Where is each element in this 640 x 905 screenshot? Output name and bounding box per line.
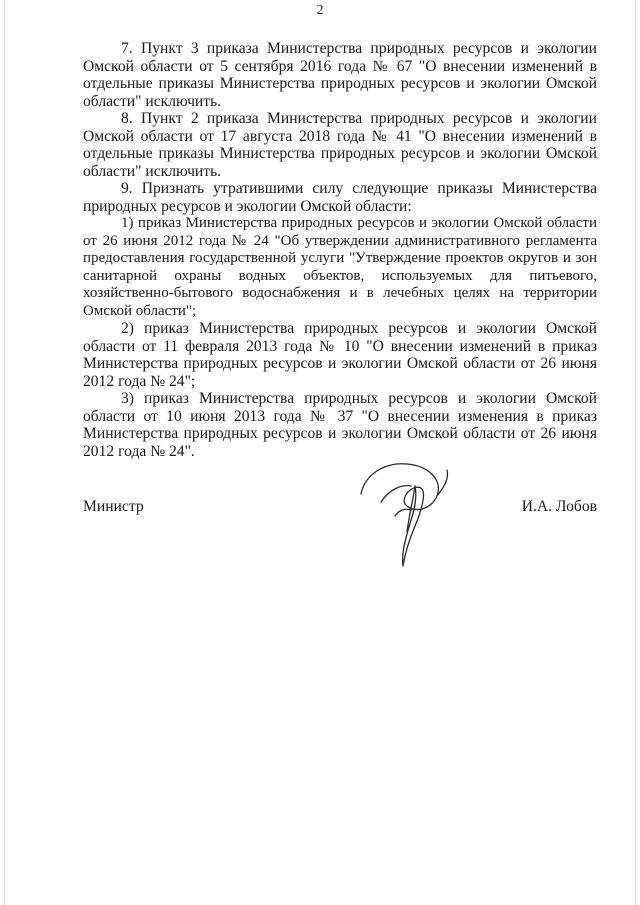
subitem-2: 2) приказ Министерства природных ресурсов и экологии Омской области от 11 февраля 2013 года № 10 "О внесении изменений в приказ Министерства природных ресурсов и экологии Омской области от 26 июня 2012 года № 24"; [83,320,597,390]
scan-edge-right [635,0,637,905]
subitem-1: 1) приказ Министерства природных ресурсов и экологии Омской области от 26 июня 2012 года № 24 "Об утверждении административного регламента предоставления государственной услуги "Утверждение проектов округов и зон санитарной охраны водных объектов, используемых для питьевого, хозяйственно-бытового водоснабжения и в лечебных целях на территории Омской области"; [83,215,597,319]
signer-title: Министр [83,498,144,515]
paragraph-item-8: 8. Пункт 2 приказа Министерства природных ресурсов и экологии Омской области от 17 августа 2018 года № 41 "О внесении изменений в отдельные приказы Министерства природных ресурсов и экологии Омской области" исключить. [83,110,597,180]
signature-block [83,494,597,524]
paragraph-item-9: 9. Признать утратившими силу следующие приказы Министерства природных ресурсов и экологии Омской области: [83,180,597,215]
page-number: 2 [316,2,324,17]
handwritten-signature [355,456,455,574]
signer-name: И.А. Лобов [521,498,597,515]
document-body [83,40,597,460]
paragraph-item-7: 7. Пункт 3 приказа Министерства природных ресурсов и экологии Омской области от 5 сентября 2016 года № 67 "О внесении изменений в отдельные приказы Министерства природных ресурсов и экологии Омской области" исключить. [83,40,597,110]
scan-edge-left [4,0,6,905]
subitem-3: 3) приказ Министерства природных ресурсов и экологии Омской области от 10 июня 2013 года № 37 "О внесении изменения в приказ Министерства природных ресурсов и экологии Омской области от 26 июня 2012 года № 24". [83,390,597,460]
